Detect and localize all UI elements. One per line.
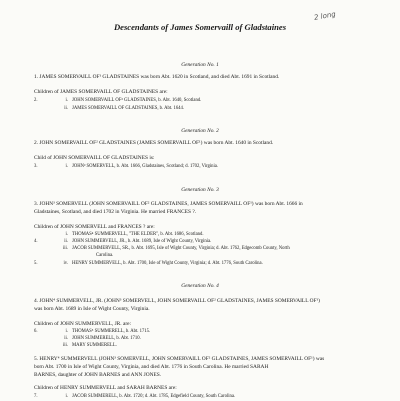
child-roman: ii. [64, 239, 68, 244]
generation-3-heading: Generation No. 3 [181, 187, 219, 193]
child-number: 4. [34, 239, 38, 244]
child-roman: i. [65, 394, 68, 399]
children-label-5: Children of HENRY SUMMERVELL and SARAH BARNES are: [34, 385, 177, 391]
children-label-1: Children of JAMES SOMERVAILL OF GLADSTAINES are: [34, 89, 168, 95]
child-number: 2. [34, 98, 38, 103]
child-text: MARY SUMMERELL. [72, 343, 117, 348]
entry-4-line-1: 4. JOHN⁴ SUMMERVELL, JR. (JOHN³ SOMERVELL, JOHN SOMERVAILL OF² GLADSTAINES, JAMES SOMERVAILL OF¹) [34, 298, 320, 304]
entry-3-line-1: 3. JOHN³ SOMERVELL (JOHN SOMERVAILL OF² GLADSTAINES, JAMES SOMERVAILL OF¹) was born Abt. 1666 in [34, 201, 303, 207]
children-label-2: Child of JOHN SOMERVAILL OF GLADSTAINES is: [34, 155, 155, 161]
child-roman: i. [65, 98, 68, 103]
child-number: 3. [34, 164, 38, 169]
child-text: THOMAS⁴ SUMMERVELL, "THE ELDER", b. Abt. 1686, Scotland. [72, 232, 204, 237]
children-label-3: Children of JOHN SOMERVELL and FRANCES ? are: [34, 224, 155, 230]
child-roman: iii. [62, 343, 68, 348]
entry-1: 1. JAMES SOMERVAILL OF¹ GLADSTAINES was born Abt. 1620 in Scotland, and died Abt. 1691 in Scotland. [34, 74, 280, 80]
child-text: JAMES SOMERVAILL OF GLADSTAINES, b. Abt. 1644. [72, 106, 185, 111]
entry-5-line-3: BARNES, daughter of JOHN BARNES and ANN JONES. [34, 372, 162, 378]
generation-4-heading: Generation No. 4 [181, 283, 219, 289]
child-text: JOHN SUMMERELL, b. Abt. 1710. [72, 336, 141, 341]
entry-4-line-2: was born Abt. 1689 in Isle of Wight County, Virginia. [34, 306, 150, 312]
child-text: JOHN³ SOMERVELL, b. Abt. 1666, Gladstaines, Scotland; d. 1702, Virginia. [72, 164, 219, 169]
child-text-continuation: Carolina. [96, 253, 114, 258]
entry-3-line-2: Gladstaines, Scotland, and died 1702 in Virginia. He married FRANCES ?. [34, 209, 197, 215]
child-number: 6. [34, 329, 38, 334]
entry-2: 2. JOHN SOMERVAILL OF² GLADSTAINES (JAMES SOMERVAILL OF¹) was born Abt. 1640 in Scotland. [34, 140, 274, 146]
children-label-4: Children of JOHN SUMMERVELL, JR. are: [34, 321, 132, 327]
generation-1-heading: Generation No. 1 [181, 62, 219, 68]
child-text: HENRY SUMMERVELL, b. Abt. 1700, Isle of Wight County, Virginia; d. Abt. 1776, South Carolina. [72, 261, 263, 266]
child-roman: i. [65, 164, 68, 169]
child-roman: ii. [64, 336, 68, 341]
page-title: Descendants of James Somervaill of Gladstaines [113, 22, 287, 32]
entry-5-line-2: born Abt. 1700 in Isle of Wight County, Virginia, and died Abt. 1776 in South Carolina. He married SARAH [34, 364, 269, 370]
entry-5-line-1: 5. HENRY⁴ SUMMERVELL (JOHN³ SOMERVELL, JOHN SOMERVAILL OF² GLADSTAINES, JAMES SOMERVAILL OF¹) was [34, 356, 325, 362]
child-number: 5. [34, 261, 38, 266]
child-text: THOMAS⁵ SUMMERELL, b. Abt. 1715. [72, 329, 151, 334]
child-roman: iv. [63, 261, 68, 266]
child-text: JOHN SOMERVAILL OF² GLADSTAINES, b. Abt. 1640, Scotland. [72, 98, 202, 103]
child-roman: i. [65, 232, 68, 237]
child-roman: iii. [62, 246, 68, 251]
child-text: JACOB SUMMERVELL, SR., b. Abt. 1695, Isle of Wight County, Virginia; d. Abt. 1762, Edgecomb County, North [72, 246, 290, 251]
child-text: JOHN SUMMERVELL, JR., b. Abt. 1689, Isle of Wight County, Virginia. [72, 239, 212, 244]
child-number: 7. [34, 394, 38, 399]
handwritten-annotation: 2 long [313, 10, 337, 22]
child-text: JACOB SUMMERELL, b. Abt. 1720; d. Abt. 1785, Edgefield County, South Carolina. [72, 394, 236, 399]
generation-2-heading: Generation No. 2 [181, 128, 219, 134]
child-roman: ii. [64, 106, 68, 111]
child-roman: i. [65, 329, 68, 334]
